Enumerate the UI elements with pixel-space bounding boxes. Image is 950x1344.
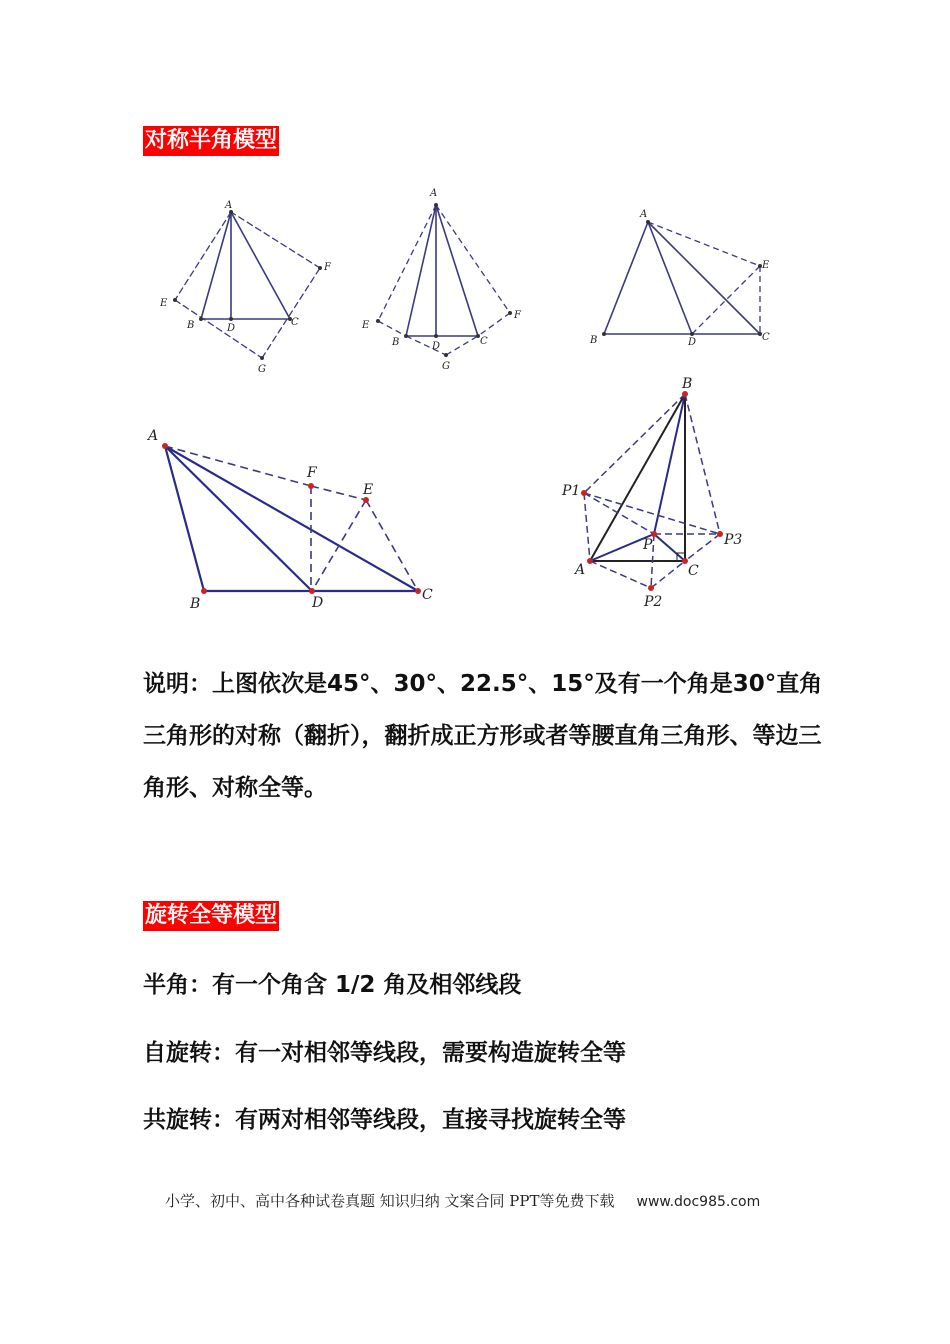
fig1-label-E: E bbox=[160, 298, 168, 309]
figure-4 bbox=[146, 428, 433, 612]
fig4-label-E: E bbox=[363, 482, 374, 498]
fig5-label-P3: P3 bbox=[724, 532, 743, 548]
fig2-label-G: G bbox=[442, 361, 450, 372]
footer-url: www.doc985.com bbox=[636, 1194, 761, 1210]
fig2-label-F: F bbox=[514, 310, 521, 321]
figure-5 bbox=[561, 376, 742, 610]
geometry-figures bbox=[0, 0, 950, 660]
fig2-label-D: D bbox=[432, 341, 441, 352]
fig2-label-C: C bbox=[480, 336, 488, 347]
fig3-label-B: B bbox=[590, 335, 598, 346]
fig3-label-E: E bbox=[762, 260, 770, 271]
fig5-label-B: B bbox=[682, 376, 693, 392]
page-footer bbox=[165, 1190, 760, 1211]
fig1-label-A: A bbox=[225, 200, 233, 211]
footer-text: 小学、初中、高中各种试卷真题 知识归纳 文案合同 PPT等免费下载 bbox=[165, 1192, 615, 1210]
rotation-line-half-angle: 半角：有一个角含 1/2 角及相邻线段 bbox=[143, 972, 522, 998]
fig1-label-F: F bbox=[324, 262, 331, 273]
fig2-label-A: A bbox=[430, 188, 438, 199]
fig4-label-B: B bbox=[190, 596, 201, 612]
fig1-label-D: D bbox=[227, 323, 236, 334]
fig3-label-D: D bbox=[688, 337, 697, 348]
fig4-label-D: D bbox=[312, 595, 324, 611]
fig5-label-A: A bbox=[575, 562, 586, 578]
fig4-label-A: A bbox=[148, 428, 159, 444]
fig1-label-C: C bbox=[291, 317, 299, 328]
section-title-rotation: 旋转全等模型 bbox=[143, 901, 279, 931]
fig5-label-P: P bbox=[643, 537, 653, 553]
fig3-label-C: C bbox=[762, 332, 770, 343]
figure-3 bbox=[589, 209, 770, 348]
fig1-label-G: G bbox=[258, 364, 266, 375]
fig4-label-C: C bbox=[422, 587, 433, 603]
fig2-label-B: B bbox=[392, 337, 400, 348]
figure-1 bbox=[159, 200, 332, 375]
rotation-line-co-rotation: 共旋转：有两对相邻等线段，直接寻找旋转全等 bbox=[143, 1107, 626, 1133]
fig3-label-A: A bbox=[640, 209, 648, 220]
fig2-label-E: E bbox=[362, 320, 370, 331]
fig4-label-F: F bbox=[307, 465, 317, 481]
rotation-line-self-rotation: 自旋转：有一对相邻等线段，需要构造旋转全等 bbox=[143, 1040, 626, 1066]
fig5-label-P2: P2 bbox=[644, 594, 663, 610]
figure-2 bbox=[361, 188, 522, 372]
fig5-label-C: C bbox=[688, 563, 699, 579]
fig1-label-B: B bbox=[187, 320, 195, 331]
fig5-label-P1: P1 bbox=[562, 483, 581, 499]
section-title-symmetry: 对称半角模型 bbox=[143, 126, 279, 156]
description-paragraph: 说明：上图依次是45°、30°、22.5°、15°及有一个角是30°直角三角形的对称（翻折），翻折成正方形或者等腰直角三角形、等边三角形、对称全等。 bbox=[143, 671, 823, 801]
